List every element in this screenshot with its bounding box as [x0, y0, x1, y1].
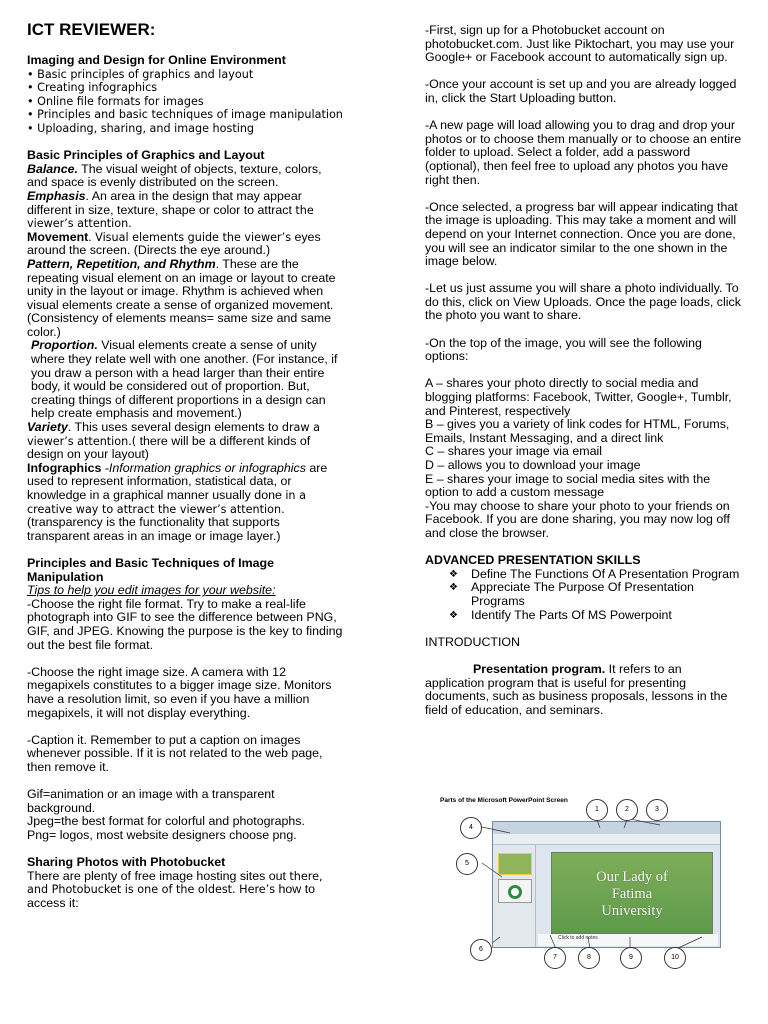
- notes-placeholder: Click to add notes: [558, 935, 598, 941]
- option-d: D – allows you to download your image: [425, 458, 641, 472]
- callout-number: 4: [460, 817, 482, 839]
- topic-item: [27, 108, 343, 122]
- pattern-term: Pattern, Repetition, and Rhythm: [27, 256, 216, 271]
- callout-number: 10: [664, 947, 686, 969]
- start-upload-paragraph: -Once your account is set up and you are already logged in, click the Start Uploading button.: [425, 77, 737, 105]
- presentation-text: It refers to an application program that is useful for presenting documents, such as business proposals, lessons in the field of education, and seminars.: [425, 661, 728, 717]
- variety-tail: there will be a different kinds of design on your layout): [27, 433, 311, 462]
- option-e: E – shares your image to social media sites with the option to add a custom message: [425, 471, 711, 500]
- topic-item-text: • Principles and basic techniques of image manipulation: [27, 108, 343, 122]
- callout-number: 3: [646, 799, 668, 821]
- option-b: B – gives you a variety of link codes for HTML, Forums, Emails, Instant Messaging, and a direct link: [425, 417, 730, 445]
- infographics-tail: (transparency is the functionality that supports transparent areas in an image or image layer.): [27, 515, 281, 543]
- proportion-paragraph: [27, 339, 343, 421]
- manipulation-heading: Principles and Basic Techniques of Image Manipulation: [27, 555, 274, 584]
- advanced-heading: ADVANCED PRESENTATION SKILLS: [425, 553, 641, 568]
- callout-number: 7: [544, 947, 566, 969]
- topic-item: • Online file formats for images: [27, 94, 204, 108]
- imaging-heading: Imaging and Design for Online Environment: [27, 53, 286, 67]
- facebook-paragraph: -You may choose to share your photo to your friends on Facebook. If you are done sharing, you may now log off and close the browser.: [425, 498, 730, 540]
- infographics-text: are used to represent information, statistical data, or knowledge in a graphical manner usually done: [27, 460, 328, 502]
- balance-text: The visual weight of objects, texture, colors, and space is evenly distributed on the screen.: [27, 161, 322, 190]
- variety-mid: draw a viewer’s attention.(: [27, 421, 320, 448]
- balance-term: Balance.: [27, 161, 78, 176]
- figure-caption: Parts of the Microsoft PowerPoint Screen: [440, 797, 568, 804]
- sharing-text: There are plenty of free image hosting sites out: [27, 868, 290, 883]
- movement-paragraph: [27, 231, 343, 258]
- sharing-mid: there, and Photobucket is one of the oldest. Here’s: [27, 869, 323, 897]
- signup-paragraph: -First, sign up for a Photobucket account on photobucket.com. Just like Piktochart, you may use your Google+ or Facebook account to automatically sign up.: [425, 23, 735, 65]
- sharing-tail: how to access it:: [27, 882, 316, 910]
- introduction-heading: INTRODUCTION: [425, 634, 520, 649]
- callout-number: 2: [616, 799, 638, 821]
- pattern-text: . These are the repeating visual element on an image or layout to create unity in the layout or image. Rhythm is achieved when visual elements create a sense of organized movement. (Consistency of elements means= same size and same color.): [27, 256, 336, 339]
- callout-number: 9: [620, 947, 642, 969]
- infographics-paragraph: [27, 462, 343, 544]
- emphasis-tail: the viewer’s attention.: [27, 203, 314, 231]
- options-intro-paragraph: -On the top of the image, you will see the following options:: [425, 335, 702, 364]
- presentation-term: Presentation program.: [473, 661, 606, 676]
- proportion-term: Proportion.: [31, 338, 98, 353]
- option-a: A – shares your photo directly to social media and blogging platforms: Facebook, Twitter, Google+, Tumblr, and Pinterest, respectively: [425, 376, 732, 418]
- jpeg-note: Jpeg=the best format for colorful and photographs.: [27, 814, 305, 829]
- tips-heading: Tips to help you edit images for your website:: [27, 583, 276, 598]
- advanced-list: [425, 568, 743, 622]
- topic-item: • Basic principles of graphics and layout: [27, 67, 254, 81]
- callout-number: 1: [586, 799, 608, 821]
- sharing-paragraph: [27, 870, 343, 911]
- callout-number: 8: [578, 947, 600, 969]
- pattern-paragraph: [27, 258, 343, 340]
- presentation-paragraph: [425, 663, 743, 717]
- movement-mid: Visual elements guide the viewer’s: [95, 230, 292, 244]
- movement-text: .: [88, 229, 96, 244]
- emphasis-paragraph: [27, 190, 343, 231]
- emphasis-term: Emphasis: [27, 188, 86, 203]
- page-title: ICT REVIEWER:: [27, 20, 156, 39]
- sharing-heading: Sharing Photos with Photobucket: [27, 855, 226, 870]
- advanced-item: ❖ Define The Functions Of A Presentation Program: [449, 568, 743, 582]
- balance-paragraph: [27, 163, 343, 190]
- png-note: Png= logos, most website designers choose png.: [27, 827, 297, 842]
- progress-paragraph: -Once selected, a progress bar will appear indicating that the image is uploading. This may take a moment and will depend on your Internet connection. Once you are done, you will see an indicator similar to the one shown in the image below.: [425, 199, 738, 269]
- slide-title-line: University: [601, 903, 663, 919]
- tip-caption: -Caption it. Remember to put a caption on images whenever possible. If it is not related to the web page, then remove it.: [27, 732, 323, 774]
- emphasis-text: . An area in the design that may appear different in size, texture, shape or color to attract: [27, 188, 302, 217]
- topic-list: [27, 68, 343, 136]
- movement-term: Movement: [27, 229, 89, 244]
- movement-tail: eyes around the screen. (Directs the eye around.): [27, 229, 321, 258]
- drag-drop-paragraph: -A new page will load allowing you to drag and drop your photos or to choose them manually or to choose an entire folder to upload. Select a folder, add a password (optional), then feel free to upload any photos you have right then.: [425, 118, 742, 187]
- topic-item: • Creating infographics: [27, 81, 158, 95]
- view-uploads-paragraph: -Let us just assume you will share a photo individually. To do this, click on View Uploads. Once the page loads, click the photo you want to share.: [425, 281, 741, 323]
- powerpoint-figure: [440, 797, 728, 969]
- variety-paragraph: [27, 421, 343, 462]
- right-column: [425, 24, 743, 717]
- variety-text: . This uses several design elements to: [67, 420, 282, 435]
- advanced-item: ❖ Appreciate The Purpose Of Presentation Programs: [449, 581, 743, 608]
- topic-item: • Uploading, sharing, and image hosting: [27, 121, 255, 135]
- proportion-text: Visual elements create a sense of unity where they relate well with one another. (For instance, if you draw a person with a head larger than their entire body, it would be considered out of proportion. But, creating things of different proportions in a design can help create emphasis and movement.): [31, 338, 338, 421]
- left-column: [27, 54, 343, 910]
- principles-heading: Basic Principles of Graphics and Layout: [27, 148, 265, 163]
- callout-number: 5: [456, 853, 478, 875]
- slide-title-line: Fatima: [611, 886, 653, 902]
- advanced-item: ❖ Identify The Parts Of MS Powerpoint: [449, 609, 743, 623]
- infographics-term: Infographics: [27, 460, 102, 475]
- tip-file-format: -Choose the right file format. Try to make a real-life photograph into GIF to see the difference between PNG, GIF, and JPEG. Knowing the purpose is the key to finding out the best file format.: [27, 596, 343, 652]
- tip-image-size: -Choose the right image size. A camera with 12 megapixels constitutes to a bigger image size. Monitors have a resolution limit, so even if you have a million megapixels, it will not display everything.: [27, 664, 332, 720]
- slide-title-line: Our Lady of: [596, 869, 668, 885]
- infographics-italic: -Information graphics or infographics: [101, 460, 306, 475]
- callout-number: 6: [470, 939, 492, 961]
- variety-term: Variety: [27, 420, 68, 435]
- gif-note: Gif=animation or an image with a transparent background.: [27, 787, 275, 815]
- option-c: C – shares your image via email: [425, 444, 602, 459]
- infographics-mid: in a creative way to attract the viewer’s attention.: [27, 489, 306, 516]
